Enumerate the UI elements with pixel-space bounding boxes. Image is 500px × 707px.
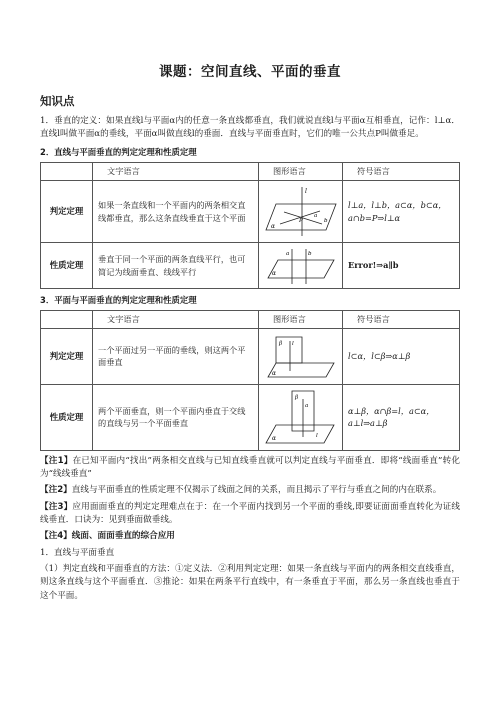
row-symbol: l⊂α，l⊂β⇒α⊥β [343, 328, 460, 384]
section-heading-knowledge: 知识点 [40, 93, 75, 108]
header-figure-language: 图形语言 [259, 311, 343, 329]
row-symbol: l⊥a，l⊥b，a⊂α，b⊂α，a∩b=P⇒l⊥α [343, 181, 460, 243]
figure-line-perp-plane [259, 181, 343, 243]
table-row [41, 181, 460, 243]
svg-text:P: P [298, 217, 303, 224]
table-line-plane [40, 162, 460, 289]
svg-text:l: l [315, 433, 318, 440]
note-2: 【注2】直线与平面垂直的性质定理不仅揭示了线面之间的关系，而且揭示了平行与垂直之间的内在联系。 [40, 485, 442, 496]
svg-text:α: α [270, 222, 275, 230]
diagram-perpendicular-planes [262, 387, 340, 447]
row-symbol: α⊥β，α∩β=l，a⊂α，a⊥l⇒a⊥β [343, 384, 460, 450]
subheading-line-plane: 2．直线与平面垂直的判定定理和性质定理 [40, 147, 197, 158]
table-header-row [41, 163, 460, 181]
svg-text:l: l [291, 341, 294, 348]
paragraph-methods: （1）判定直线和平面垂直的方法：①定义法．②利用判定定理：如果一条直线与平面内的两条相交直线垂直，则这条直线与这个平面垂直．③推论：如果在两条平行直线中，有一条垂直于平面，那么另一条直线也垂直于这个平面。 [40, 563, 460, 601]
svg-text:α: α [271, 435, 276, 443]
paragraph-line-plane-heading: 1．直线与平面垂直 [40, 547, 115, 558]
diagram-line-perpendicular-plane [262, 184, 340, 240]
svg-text:b: b [323, 217, 328, 224]
diagram-plane-through-perpendicular [262, 331, 340, 381]
header-text-language: 文字语言 [93, 311, 259, 329]
subheading-plane-plane: 3．平面与平面垂直的判定定理和性质定理 [40, 295, 197, 306]
diagram-two-perpendicular-lines [262, 246, 340, 286]
svg-text:β: β [278, 341, 282, 348]
row-symbol: Error!⇒a∥b [343, 243, 460, 289]
row-text: 垂直于同一个平面的两条直线平行，也可简记为线面垂直、线线平行 [93, 243, 259, 289]
row-text: 如果一条直线和一个平面内的两条相交直线都垂直，那么这条直线垂直于这个平面 [93, 181, 259, 243]
svg-text:a: a [285, 250, 289, 257]
table-row [41, 243, 460, 289]
note-1: 【注1】在已知平面内“找出”两条相交直线与已知直线垂直就可以判定直线与平面垂直．即将“线面垂直”转化为“线线垂直” [40, 455, 461, 480]
page-title: 课题：空间直线、平面的垂直 [159, 64, 341, 80]
row-label: 判定定理 [41, 181, 93, 243]
header-symbol-language: 符号语言 [343, 163, 460, 181]
figure-perp-planes-property [259, 384, 343, 450]
header-text-language: 文字语言 [93, 163, 259, 181]
header-symbol-language: 符号语言 [343, 311, 460, 329]
note-3: 【注3】应用面面垂直的判定定理难点在于：在一个平面内找到另一个平面的垂线,即要证面面垂直转化为证线线垂直．口诀为：见到垂面做垂线。 [40, 501, 461, 526]
header-figure-language: 图形语言 [259, 163, 343, 181]
svg-text:α: α [271, 269, 276, 277]
row-text: 两个平面垂直，则一个平面内垂直于交线的直线与另一个平面垂直 [93, 384, 259, 450]
svg-text:a: a [304, 403, 308, 410]
svg-text:β: β [294, 395, 298, 402]
row-label: 性质定理 [41, 243, 93, 289]
row-text: 一个平面过另一平面的垂线，则这两个平面垂直 [93, 328, 259, 384]
svg-text:a: a [313, 212, 317, 219]
figure-parallel-perp-lines [259, 243, 343, 289]
svg-text:l: l [304, 187, 307, 195]
definition-paragraph: 1．垂直的定义：如果直线l与平面α内的任意一条直线都垂直，我们就说直线l与平面α互相垂直，记作：l⊥α．直线l叫做平面α的垂线，平面α叫做直线l的垂面．直线与平面垂直时，它们的唯一公共点P叫做垂足。 [40, 115, 460, 140]
table-row [41, 384, 460, 450]
table-row [41, 328, 460, 384]
table-header-row [41, 311, 460, 329]
row-label: 判定定理 [41, 328, 93, 384]
svg-text:α: α [271, 370, 276, 378]
table-plane-plane [40, 310, 460, 451]
note-4: 【注4】线面、面面垂直的综合应用 [40, 531, 175, 542]
row-label: 性质定理 [41, 384, 93, 450]
figure-plane-perp-plane [259, 328, 343, 384]
svg-text:b: b [307, 250, 312, 257]
